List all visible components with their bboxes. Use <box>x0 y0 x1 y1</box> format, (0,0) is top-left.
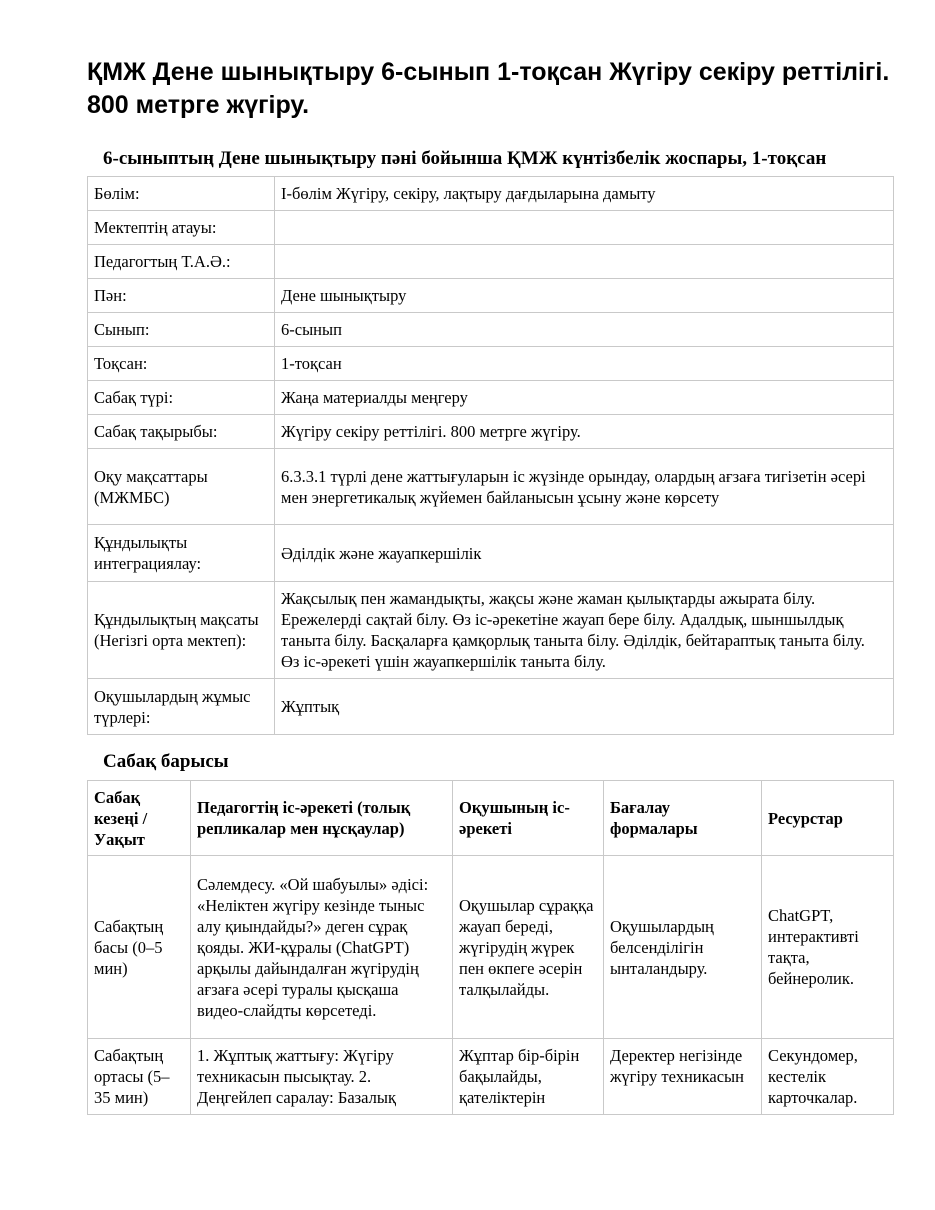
info-label: Сынып: <box>88 313 275 347</box>
table-cell: Сәлемдесу. «Ой шабуылы» әдісі: «Неліктен жүгіру кезінде тыныс алу қиындайды?» деген сұрақ қояды. ЖИ-құралы (ChatGPT) арқылы дайындалған жүгірудің ағзаға әсері туралы қысқаша видео-слайдты көрсетеді. <box>191 856 453 1039</box>
info-value <box>275 245 894 279</box>
table-header-row <box>88 781 894 856</box>
info-label: Педагогтың Т.А.Ә.: <box>88 245 275 279</box>
info-value: 1-тоқсан <box>275 347 894 381</box>
info-label: Құндылықты интеграциялау: <box>88 525 275 582</box>
column-header: Бағалау формалары <box>604 781 762 856</box>
info-value: І-бөлім Жүгіру, секіру, лақтыру дағдыларына дамыту <box>275 177 894 211</box>
table-cell: Секундомер, кестелік карточкалар. <box>762 1039 894 1115</box>
table-row <box>88 582 894 679</box>
table-row <box>88 525 894 582</box>
info-value: Жүгіру секіру реттілігі. 800 метрге жүгіру. <box>275 415 894 449</box>
document-title: ҚМЖ Дене шынықтыру 6-сынып 1-тоқсан Жүгіру секіру реттілігі. 800 метрге жүгіру. <box>87 58 890 119</box>
table-cell: Оқушылардың белсенділігін ынталандыру. <box>604 856 762 1039</box>
column-header: Сабақ кезеңі / Уақыт <box>88 781 191 856</box>
lesson-progress-table <box>87 780 894 1115</box>
info-label: Пән: <box>88 279 275 313</box>
table-row <box>88 347 894 381</box>
info-label: Сабақ тақырыбы: <box>88 415 275 449</box>
info-label: Мектептің атауы: <box>88 211 275 245</box>
table-row <box>88 1039 894 1115</box>
info-value: 6-сынып <box>275 313 894 347</box>
info-value: Жаңа материалды меңгеру <box>275 381 894 415</box>
table-cell: Сабақтың ортасы (5–35 мин) <box>88 1039 191 1115</box>
info-value: 6.3.3.1 түрлі дене жаттығуларын іс жүзінде орындау, олардың ағзаға тигізетін әсері мен энергетикалық жүйемен байланысын ұсыну және көрсету <box>275 449 894 525</box>
info-label: Тоқсан: <box>88 347 275 381</box>
table-cell: Деректер негізінде жүгіру техникасын <box>604 1039 762 1115</box>
table-cell: Сабақтың басы (0–5 мин) <box>88 856 191 1039</box>
column-header: Ресурстар <box>762 781 894 856</box>
table-cell: Жұптар бір-бірін бақылайды, қателіктерін <box>453 1039 604 1115</box>
plan-heading: 6-сыныптың Дене шынықтыру пәні бойынша ҚМЖ күнтізбелік жоспары, 1-тоқсан <box>103 148 827 169</box>
table-row <box>88 415 894 449</box>
info-label: Оқу мақсаттары (МЖМБС) <box>88 449 275 525</box>
table-row <box>88 279 894 313</box>
table-row <box>88 449 894 525</box>
table-row <box>88 679 894 735</box>
table-row <box>88 381 894 415</box>
lesson-info-table <box>87 176 894 735</box>
table-row <box>88 245 894 279</box>
column-header: Педагогтің іс-әрекеті (толық репликалар мен нұсқаулар) <box>191 781 453 856</box>
table-row <box>88 177 894 211</box>
table-row <box>88 856 894 1039</box>
document-page <box>87 56 893 1115</box>
info-value <box>275 211 894 245</box>
column-header: Оқушының іс-әрекеті <box>453 781 604 856</box>
info-label: Оқушылардың жұмыс түрлері: <box>88 679 275 735</box>
lesson-progress-heading: Сабақ барысы <box>103 751 229 772</box>
table-cell: Оқушылар сұраққа жауап береді, жүгірудің жүрек пен өкпеге әсерін талқылайды. <box>453 856 604 1039</box>
table-row <box>88 211 894 245</box>
info-label: Құндылықтың мақсаты (Негізгі орта мектеп): <box>88 582 275 679</box>
table-cell: 1. Жұптық жаттығу: Жүгіру техникасын пысықтау. 2. Деңгейлеп саралау: Базалық <box>191 1039 453 1115</box>
table-row <box>88 313 894 347</box>
info-label: Сабақ түрі: <box>88 381 275 415</box>
info-label: Бөлім: <box>88 177 275 211</box>
table-cell: ChatGPT, интерактивті тақта, бейнеролик. <box>762 856 894 1039</box>
info-value: Әділдік және жауапкершілік <box>275 525 894 582</box>
info-value: Дене шынықтыру <box>275 279 894 313</box>
info-value: Жақсылық пен жамандықты, жақсы және жаман қылықтарды ажырата білу. Ережелерді сақтай білу. Өз іс-әрекетіне жауап бере білу. Адалдық, шыншылдық таныта білу. Басқаларға қамқорлық таныта білу. Әділдік, бейтараптық таныта білу. Өз іс-әрекеті үшін жауапкершілік таныта білу. <box>275 582 894 679</box>
info-value: Жұптық <box>275 679 894 735</box>
